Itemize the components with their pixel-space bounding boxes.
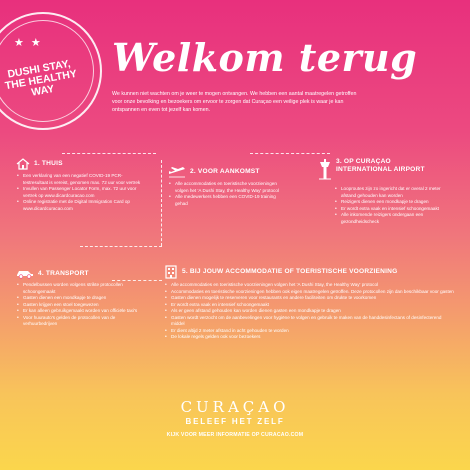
list-item: • Looproutes zijn zo ingericht dat er overal 2 meter afstand gehouden kan worden <box>334 186 452 199</box>
page-title: Welkom terug <box>112 35 418 80</box>
section-airport <box>318 158 458 225</box>
building-icon <box>164 265 178 279</box>
section-transport <box>16 268 146 328</box>
list-item: • Invullen van Passenger Locator Form, max. 72 uur voor vertrek op www.dicardcuracao.com <box>16 186 144 199</box>
car-icon <box>16 268 34 279</box>
curacao-logo <box>0 398 470 426</box>
list-item: • Accommodaties en toeristische voorzieningen hebben ook eigen maatregelen getroffen. Deze protocollen zijn dan beschikbaar voor gasten <box>164 289 454 296</box>
section-thuis <box>16 158 144 212</box>
intro-text: We kunnen niet wachten om je weer te mogen ontvangen. We hebben een aantal maatregelen getroffen voor onze bevolking en bezoekers om ervoor te zorgen dat Curaçao een veilige plek is waar je kan ontspannen en even tot jezelf kan komen. <box>112 91 357 113</box>
section-title: 5. BIJ JOUW ACCOMMODATIE OF TOERISTISCHE VOORZIENING <box>182 268 398 275</box>
route-line <box>80 246 162 247</box>
healthy-way-stamp <box>0 12 102 130</box>
stamp-stars: ★ ★ <box>14 37 43 49</box>
route-line <box>161 160 162 246</box>
list-item: • Gasten dienen mogelijk te reserveren voor restaurants en andere faciliteiten om drukte te voorkomen <box>164 295 454 302</box>
list-item: • Als er geen afstand gehouden kan worden dienen gasten een mondkapje te dragen <box>164 308 454 315</box>
list-item: • Voor huurauto's gelden de protocollen van de verhuurbedrijven <box>16 315 146 328</box>
list-item: • Gasten wordt verzocht om de aanbevelingen voor hygiëne te volgen en gebruik te maken van de handdesinfectans of desinfecterend middel <box>164 315 454 328</box>
list-item: • Alle inkomende reizigers ondergaan een gezondheidscheck <box>334 212 452 225</box>
section-title: 3. OP CURAÇAO INTERNATIONAL AIRPORT <box>336 158 425 173</box>
list-item: • Pendelbussen worden volgens strikte protocollen schoongemaakt <box>16 282 146 295</box>
list-item: • Online registratie met de Digital Immigration Card op www.dicardcuracao.com <box>16 199 144 212</box>
list-item: • Reizigers dienen een mondkapje te dragen <box>334 199 452 206</box>
list-item: • Er dient altijd 2 meter afstand in acht gehouden te worden <box>164 328 454 335</box>
list-item: • Alle accommodaties en toeristische voorzieningen volgen het 'A Dushi Stay, the Healthy Way' protocol <box>168 181 288 194</box>
section-title: 2. VOOR AANKOMST <box>190 168 260 175</box>
list-item: • Gasten dienen een mondkapje te dragen <box>16 295 146 302</box>
stamp-text: DUSHI STAY, THE HEALTHY WAY <box>4 57 78 99</box>
list-item: • Er wordt extra vaak en intensief schoongemaakt <box>334 206 452 213</box>
logo-wordmark: CURAÇAO <box>180 398 290 416</box>
list-item: • Een verklaring van een negatief COVID-19 PCR-testresultaat is vereist, genomen max. 72 uur voor vertrek <box>16 173 144 186</box>
list-item: • Alle medewerkers hebben een COVID-19 training gehad <box>168 194 288 207</box>
list-item: • De lokale regels gelden ook voor bezoekers <box>164 334 454 341</box>
route-line <box>250 153 330 154</box>
list-item: • Gasten krijgen een stoel toegewezen <box>16 302 146 309</box>
logo-tagline: BELEEF HET ZELF <box>185 417 285 426</box>
section-accommodatie <box>164 265 454 341</box>
footer-info-link[interactable]: KIJK VOOR MEER INFORMATIE OP CURACAO.COM <box>166 432 304 438</box>
control-tower-icon <box>318 158 332 180</box>
airplane-icon <box>168 166 186 178</box>
section-aankomst <box>168 166 320 207</box>
route-line <box>62 153 156 154</box>
section-title: 4. TRANSPORT <box>38 269 89 277</box>
house-icon <box>16 158 30 170</box>
list-item: • Er kan alleen gebruikgemaakt worden van officiële taxi's <box>16 308 146 315</box>
list-item: • Er wordt extra vaak en intensief schoongemaakt <box>164 302 454 309</box>
section-title: 1. THUIS <box>34 160 63 167</box>
list-item: • Alle accommodaties en toeristische voorzieningen volgen het 'A Dushi Stay, the Healthy Way' protocol <box>164 282 454 289</box>
